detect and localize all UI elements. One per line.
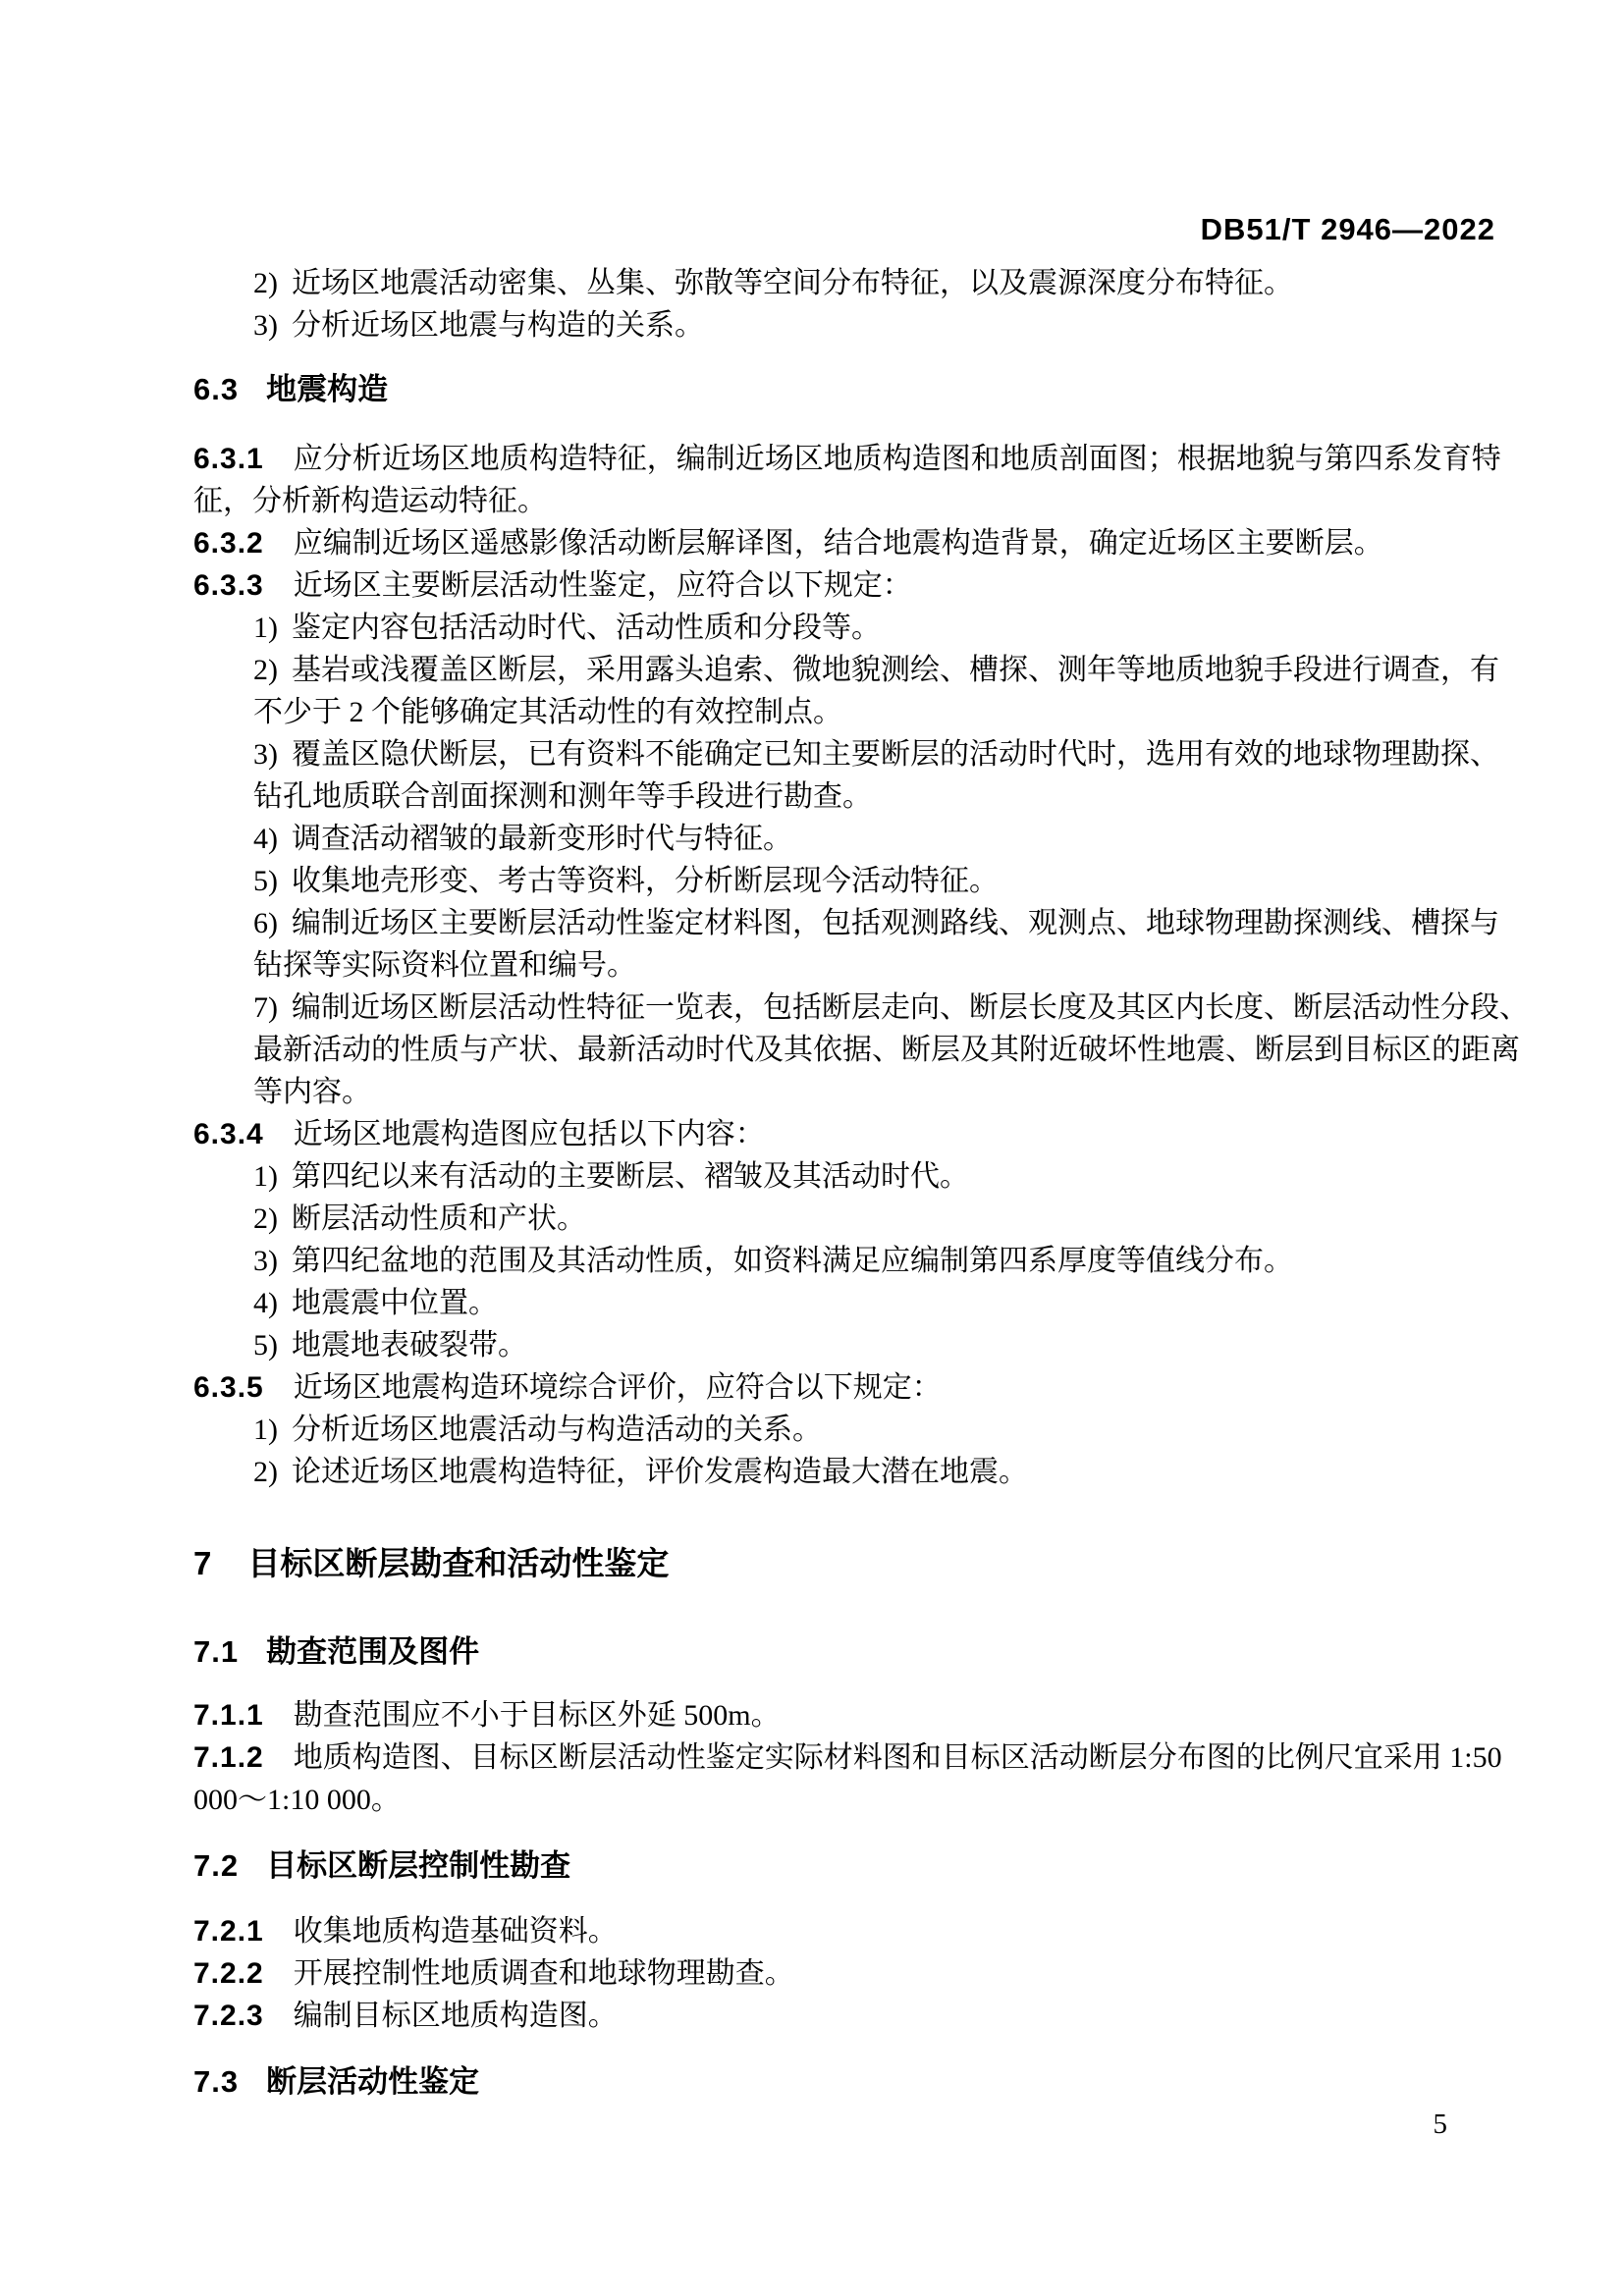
list-item-text: 调查活动褶皱的最新变形时代与特征。 xyxy=(292,823,792,855)
clause-text: 征，分析新构造运动特征。 xyxy=(193,485,547,517)
clause-6-3-1 xyxy=(193,438,1501,480)
clause-6-3-5 xyxy=(193,1366,1495,1409)
clause-number: 6.3.2 xyxy=(193,527,264,560)
heading-label: 目标区断层控制性勘查 xyxy=(266,1848,571,1883)
clause-number: 6.3.5 xyxy=(193,1371,264,1404)
clause-number: 7.2.3 xyxy=(193,2000,264,2032)
clause-7-2-2 xyxy=(193,1952,1495,1995)
list-marker: 2) xyxy=(253,1202,278,1235)
list-item-continued xyxy=(193,691,1495,733)
clause-text: 勘查范围应不小于目标区外延 500m。 xyxy=(293,1699,781,1732)
list-marker: 1) xyxy=(253,1414,278,1446)
list-marker: 4) xyxy=(253,823,278,855)
list-item-text: 分析近场区地震与构造的关系。 xyxy=(292,309,704,342)
clause-6-3-3 xyxy=(193,564,1495,607)
list-item xyxy=(193,733,1499,775)
list-item xyxy=(193,1155,1495,1198)
standard-code: DB51/T 2946—2022 xyxy=(1200,212,1495,246)
heading-number: 7.1 xyxy=(193,1634,240,1669)
list-marker: 1) xyxy=(253,612,278,644)
list-item-text: 钻孔地质联合剖面探测和测年等手段进行勘查。 xyxy=(253,780,872,813)
heading-number: 7.2 xyxy=(193,1848,240,1883)
list-item-text: 断层活动性质和产状。 xyxy=(292,1202,586,1235)
list-item xyxy=(193,607,1495,649)
clause-7-1-2-continued xyxy=(193,1779,1495,1821)
list-item-continued xyxy=(193,1071,1495,1113)
clause-text: 收集地质构造基础资料。 xyxy=(293,1915,618,1948)
list-item xyxy=(193,1282,1495,1324)
clause-7-1-1 xyxy=(193,1694,1495,1736)
clause-number: 7.2.2 xyxy=(193,1957,264,1990)
list-item xyxy=(193,860,1495,902)
list-item-text: 近场区地震活动密集、丛集、弥散等空间分布特征，以及震源深度分布特征。 xyxy=(292,267,1293,299)
list-item-text: 地震地表破裂带。 xyxy=(292,1329,527,1362)
list-item-continued xyxy=(193,944,1495,987)
list-item-text: 等内容。 xyxy=(253,1076,371,1108)
clause-text: 000～1:10 000。 xyxy=(193,1784,401,1816)
heading-label: 断层活动性鉴定 xyxy=(266,2064,480,2099)
list-marker: 5) xyxy=(253,865,278,897)
clause-text: 编制目标区地质构造图。 xyxy=(293,2000,618,2032)
document-content xyxy=(193,0,1529,2103)
list-item xyxy=(193,304,1495,347)
list-item-text: 覆盖区隐伏断层，已有资料不能确定已知主要断层的活动时代时，选用有效的地球物理勘探、 xyxy=(292,738,1499,771)
list-item-text: 第四纪以来有活动的主要断层、褶皱及其活动时代。 xyxy=(292,1160,969,1193)
list-item-text: 分析近场区地震活动与构造活动的关系。 xyxy=(292,1414,822,1446)
clause-6-3-4 xyxy=(193,1113,1495,1155)
list-item-text: 不少于 2 个能够确定其活动性的有效控制点。 xyxy=(253,696,842,728)
list-item-text: 论述近场区地震构造特征，评价发震构造最大潜在地震。 xyxy=(292,1456,1028,1488)
list-item-text: 最新活动的性质与产状、最新活动时代及其依据、断层及其附近破坏性地震、断层到目标区的距离 xyxy=(253,1034,1520,1066)
clause-6-3-1-continued xyxy=(193,480,1495,522)
clause-text: 应分析近场区地质构造特征，编制近场区地质构造图和地质剖面图；根据地貌与第四系发育特 xyxy=(293,443,1501,475)
list-item-text: 收集地壳形变、考古等资料，分析断层现今活动特征。 xyxy=(292,865,999,897)
clause-text: 近场区地震构造环境综合评价，应符合以下规定： xyxy=(293,1371,942,1404)
clause-6-3-2 xyxy=(193,522,1495,564)
list-item-text: 地震震中位置。 xyxy=(292,1287,498,1319)
clause-number: 7.2.1 xyxy=(193,1915,264,1948)
clause-text: 近场区主要断层活动性鉴定，应符合以下规定： xyxy=(293,569,912,602)
list-marker: 7) xyxy=(253,991,278,1024)
list-item xyxy=(193,262,1495,304)
list-item-text: 编制近场区断层活动性特征一览表，包括断层走向、断层长度及其区内长度、断层活动性分段、 xyxy=(292,991,1529,1024)
list-item-text: 第四纪盆地的范围及其活动性质，如资料满足应编制第四系厚度等值线分布。 xyxy=(292,1245,1293,1277)
list-marker: 3) xyxy=(253,1245,278,1277)
list-item xyxy=(193,987,1529,1029)
list-marker: 2) xyxy=(253,654,278,686)
list-item-text: 鉴定内容包括活动时代、活动性质和分段等。 xyxy=(292,612,881,644)
page-header xyxy=(193,208,1495,250)
list-item xyxy=(193,1324,1495,1366)
heading-label: 勘查范围及图件 xyxy=(266,1634,480,1669)
chapter-heading-7 xyxy=(193,1538,1495,1589)
clause-7-1-2 xyxy=(193,1736,1502,1779)
list-item-continued xyxy=(193,775,1495,818)
section-heading-6-3 xyxy=(193,368,1495,410)
list-item xyxy=(193,649,1499,691)
heading-label: 目标区断层勘查和活动性鉴定 xyxy=(247,1545,670,1581)
list-item-text: 编制近场区主要断层活动性鉴定材料图，包括观测路线、观测点、地球物理勘探测线、槽探与 xyxy=(292,907,1499,939)
heading-label: 地震构造 xyxy=(266,372,389,406)
list-item xyxy=(193,1198,1495,1240)
clause-text: 应编制近场区遥感影像活动断层解译图，结合地震构造背景，确定近场区主要断层。 xyxy=(293,527,1383,560)
clause-number: 7.1.2 xyxy=(193,1741,264,1774)
list-marker: 2) xyxy=(253,1456,278,1488)
list-item xyxy=(193,902,1499,944)
list-item-continued xyxy=(193,1029,1520,1071)
clause-7-2-1 xyxy=(193,1910,1495,1952)
page-number: 5 xyxy=(1433,2109,1447,2140)
heading-number: 6.3 xyxy=(193,372,240,406)
clause-text: 近场区地震构造图应包括以下内容： xyxy=(293,1118,765,1150)
clause-number: 6.3.3 xyxy=(193,569,264,602)
list-marker: 5) xyxy=(253,1329,278,1362)
heading-number: 7 xyxy=(193,1545,213,1581)
clause-7-2-3 xyxy=(193,1995,1495,2037)
clause-number: 7.1.1 xyxy=(193,1699,264,1732)
list-item-text: 基岩或浅覆盖区断层，采用露头追索、微地貌测绘、槽探、测年等地质地貌手段进行调查，有 xyxy=(292,654,1499,686)
list-marker: 6) xyxy=(253,907,278,939)
list-marker: 4) xyxy=(253,1287,278,1319)
section-heading-7-1 xyxy=(193,1630,1495,1673)
section-heading-7-3 xyxy=(193,2060,1495,2103)
list-item xyxy=(193,1240,1495,1282)
list-item xyxy=(193,818,1495,860)
clause-number: 6.3.4 xyxy=(193,1118,264,1150)
heading-number: 7.3 xyxy=(193,2064,240,2099)
list-item-text: 钻探等实际资料位置和编号。 xyxy=(253,949,636,982)
list-marker: 1) xyxy=(253,1160,278,1193)
clause-number: 6.3.1 xyxy=(193,443,264,475)
section-heading-7-2 xyxy=(193,1844,1495,1887)
clause-text: 开展控制性地质调查和地球物理勘查。 xyxy=(293,1957,794,1990)
list-item xyxy=(193,1409,1495,1451)
list-item xyxy=(193,1451,1495,1493)
list-marker: 3) xyxy=(253,738,278,771)
list-marker: 2) xyxy=(253,267,278,299)
list-marker: 3) xyxy=(253,309,278,342)
clause-text: 地质构造图、目标区断层活动性鉴定实际材料图和目标区活动断层分布图的比例尺宜采用 1:50 xyxy=(293,1741,1502,1774)
